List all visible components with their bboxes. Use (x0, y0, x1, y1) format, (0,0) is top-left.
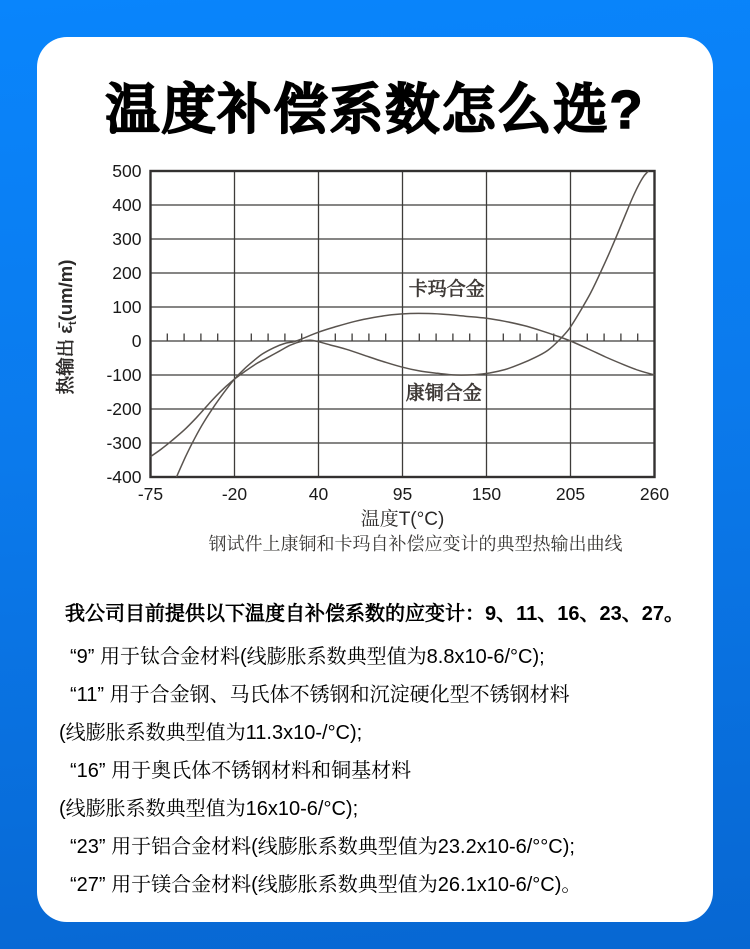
curve-label: 康铜合金 (405, 383, 482, 405)
svg-text:500: 500 (112, 161, 142, 181)
body-line-coeff-27: “27” 用于镁合金材料(线膨胀系数典型值为26.1x10-6/°C)。 (70, 874, 582, 896)
svg-text:40: 40 (308, 484, 329, 504)
svg-text:-20: -20 (221, 484, 248, 504)
svg-text:100: 100 (112, 297, 142, 317)
x-axis-title: 温度T(°C) (360, 509, 445, 530)
x-axis-tick-labels (138, 484, 670, 504)
svg-text:200: 200 (112, 263, 142, 283)
svg-text:300: 300 (112, 229, 142, 249)
body-line-coeff-23: “23” 用于铝合金材料(线膨胀系数典型值为23.2x10-6/°°C); (70, 836, 575, 858)
body-text (37, 595, 713, 904)
chart-svg (37, 157, 713, 561)
body-line-coeff-11b: (线膨胀系数典型值为11.3x10-/°C); (59, 722, 363, 744)
body-line-coeff-16: “16” 用于奥氏体不锈钢材料和铜基材料 (70, 760, 412, 782)
body-line-coeff-16b: (线膨胀系数典型值为16x10-6/°C); (59, 798, 359, 820)
curve-label: 卡玛合金 (408, 278, 485, 300)
svg-text:-200: -200 (106, 399, 142, 419)
svg-text:-400: -400 (106, 467, 142, 487)
grid-lines (151, 171, 655, 477)
svg-text:260: 260 (639, 484, 670, 504)
svg-text:-300: -300 (106, 433, 142, 453)
y-axis-tick-labels (106, 161, 141, 487)
svg-text:-75: -75 (137, 484, 164, 504)
body-line-coeff-9: “9” 用于钛合金材料(线膨胀系数典型值为8.8x10-6/°C); (70, 646, 545, 668)
content-card (37, 37, 713, 922)
svg-text:205: 205 (555, 484, 586, 504)
svg-text:400: 400 (112, 195, 142, 215)
svg-text:-100: -100 (106, 365, 142, 385)
svg-text:95: 95 (392, 484, 413, 504)
page-title: 温度补偿系数怎么选? (105, 80, 645, 140)
svg-text:150: 150 (471, 484, 502, 504)
svg-text:0: 0 (131, 331, 142, 351)
y-axis-title: 热输出 $\varepsilon̄_t(um/m)$ (55, 259, 79, 395)
body-intro: 我公司目前提供以下温度自补偿系数的应变计：9、11、16、23、27。 (65, 603, 685, 625)
chart-caption: 钢试件上康铜和卡玛自补偿应变计的典型热输出曲线 (208, 534, 623, 554)
body-line-coeff-11: “11” 用于合金钢、马氏体不锈钢和沉淀硬化型不锈钢材料 (70, 684, 570, 706)
thermal-output-chart (37, 157, 713, 561)
